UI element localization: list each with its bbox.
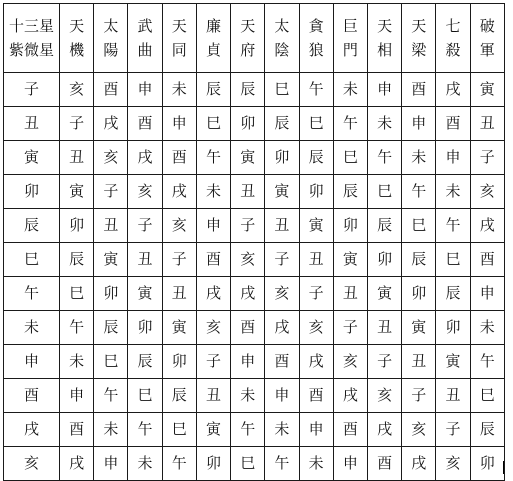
- header-cell-star: [470, 4, 504, 73]
- table-cell: 子: [402, 379, 436, 413]
- table-cell: 午: [367, 141, 401, 175]
- table-cell: 戌: [436, 73, 470, 107]
- table-cell: 戌: [196, 277, 230, 311]
- table-cell: 亥: [196, 311, 230, 345]
- header-cell-line2: 殺: [445, 41, 461, 59]
- table-cell: 申: [162, 107, 196, 141]
- header-cell-star: [265, 4, 299, 73]
- table-cell: 戌: [265, 311, 299, 345]
- table-cell: 子: [162, 243, 196, 277]
- table-cell: 子: [470, 141, 504, 175]
- table-cell: 未: [367, 107, 401, 141]
- table-body: [4, 73, 505, 481]
- table-cell: 巳: [128, 379, 162, 413]
- table-cell: 戌: [128, 141, 162, 175]
- table-cell: 午: [162, 447, 196, 481]
- table-cell: 丑: [470, 107, 504, 141]
- table-cell: 巳: [470, 379, 504, 413]
- table-cell: 辰: [196, 73, 230, 107]
- table-cell: 卯: [299, 175, 333, 209]
- table-cell: 酉: [367, 447, 401, 481]
- table-cell: 午: [60, 311, 94, 345]
- table-cell: 午: [231, 413, 265, 447]
- row-label-cell: 巳: [4, 243, 60, 277]
- table-cell: 午: [265, 447, 299, 481]
- table-cell: 酉: [299, 379, 333, 413]
- header-cell-line1: 七: [445, 17, 461, 35]
- table-cell: 未: [470, 311, 504, 345]
- table-cell: 酉: [94, 73, 128, 107]
- table-cell: 子: [436, 413, 470, 447]
- header-cell-line2: 相: [377, 41, 393, 59]
- header-cell-star: [162, 4, 196, 73]
- header-cell-line1: 太: [274, 17, 290, 35]
- table-cell: 辰: [94, 311, 128, 345]
- table-cell: 卯: [231, 107, 265, 141]
- table-cell: 酉: [128, 107, 162, 141]
- table-cell: 申: [402, 107, 436, 141]
- table-cell: 卯: [265, 141, 299, 175]
- star-position-table: [3, 3, 505, 481]
- table-cell: 丑: [128, 243, 162, 277]
- row-label-cell: 午: [4, 277, 60, 311]
- table-cell: 寅: [402, 311, 436, 345]
- table-cell: 未: [128, 447, 162, 481]
- table-row: [4, 345, 505, 379]
- table-cell: 午: [436, 209, 470, 243]
- table-cell: 酉: [231, 311, 265, 345]
- table-cell: 申: [367, 73, 401, 107]
- table-cell: 辰: [367, 209, 401, 243]
- header-cell-line1: 天: [377, 17, 393, 35]
- table-cell: 戌: [231, 277, 265, 311]
- row-label-cell: 子: [4, 73, 60, 107]
- table-cell: 戌: [299, 345, 333, 379]
- table-cell: 亥: [60, 73, 94, 107]
- table-cell: 卯: [470, 447, 504, 481]
- table-cell: 午: [299, 73, 333, 107]
- table-cell: 酉: [333, 413, 367, 447]
- table-cell: 寅: [367, 277, 401, 311]
- header-cell-line2: 陰: [274, 41, 290, 59]
- table-cell: 午: [333, 107, 367, 141]
- table-cell: 未: [299, 447, 333, 481]
- table-cell: 子: [367, 345, 401, 379]
- header-cell-star: [94, 4, 128, 73]
- table-cell: 寅: [94, 243, 128, 277]
- table-cell: 巳: [299, 107, 333, 141]
- star-position-table-frame: [3, 3, 505, 473]
- table-cell: 戌: [333, 379, 367, 413]
- table-cell: 辰: [436, 277, 470, 311]
- table-row: [4, 209, 505, 243]
- row-label-cell: 卯: [4, 175, 60, 209]
- header-cell-line1: 貪: [308, 17, 324, 35]
- table-cell: 申: [128, 73, 162, 107]
- header-cell-line2: 府: [240, 41, 256, 59]
- table-cell: 酉: [60, 413, 94, 447]
- table-cell: 酉: [436, 107, 470, 141]
- table-cell: 巳: [402, 209, 436, 243]
- table-cell: 申: [470, 277, 504, 311]
- table-cell: 戌: [367, 413, 401, 447]
- table-cell: 丑: [367, 311, 401, 345]
- table-cell: 丑: [265, 209, 299, 243]
- header-cell-star: [299, 4, 333, 73]
- table-cell: 子: [60, 107, 94, 141]
- header-cell-star: [60, 4, 94, 73]
- table-cell: 戌: [470, 209, 504, 243]
- table-cell: 亥: [94, 141, 128, 175]
- table-row: [4, 447, 505, 481]
- table-cell: 辰: [128, 345, 162, 379]
- table-row: [4, 277, 505, 311]
- table-cell: 辰: [333, 175, 367, 209]
- table-cell: 巳: [436, 243, 470, 277]
- header-cell-star: [333, 4, 367, 73]
- header-cell-line1: 天: [411, 17, 427, 35]
- header-cell-line1: 天: [240, 17, 256, 35]
- table-cell: 戌: [94, 107, 128, 141]
- table-cell: 寅: [265, 175, 299, 209]
- table-cell: 子: [196, 345, 230, 379]
- header-cell-line1: 廉: [205, 17, 221, 35]
- table-cell: 辰: [299, 141, 333, 175]
- table-cell: 午: [402, 175, 436, 209]
- table-cell: 未: [333, 73, 367, 107]
- header-cell-line1: 武: [137, 17, 153, 35]
- table-row: [4, 141, 505, 175]
- header-cell-star: [231, 4, 265, 73]
- header-cell-line2: 梁: [411, 41, 427, 59]
- header-cell-line2: 同: [171, 41, 187, 59]
- table-cell: 丑: [196, 379, 230, 413]
- table-cell: 丑: [162, 277, 196, 311]
- table-cell: 辰: [470, 413, 504, 447]
- table-cell: 午: [470, 345, 504, 379]
- header-cell-line2: 曲: [137, 41, 153, 59]
- table-cell: 酉: [265, 345, 299, 379]
- table-cell: 寅: [231, 141, 265, 175]
- table-cell: 丑: [333, 277, 367, 311]
- table-cell: 巳: [162, 413, 196, 447]
- table-cell: 戌: [162, 175, 196, 209]
- header-cell-star: [196, 4, 230, 73]
- table-cell: 亥: [470, 175, 504, 209]
- table-cell: 辰: [231, 73, 265, 107]
- table-cell: 亥: [265, 277, 299, 311]
- table-cell: 寅: [60, 175, 94, 209]
- table-cell: 戌: [402, 447, 436, 481]
- table-cell: 寅: [299, 209, 333, 243]
- table-cell: 卯: [367, 243, 401, 277]
- table-cell: 酉: [196, 243, 230, 277]
- header-cell-star: [367, 4, 401, 73]
- table-cell: 丑: [299, 243, 333, 277]
- table-cell: 丑: [60, 141, 94, 175]
- header-cell-line1: 巨: [342, 17, 358, 35]
- table-cell: 酉: [402, 73, 436, 107]
- table-cell: 亥: [162, 209, 196, 243]
- table-cell: 巳: [196, 107, 230, 141]
- table-row: [4, 243, 505, 277]
- table-cell: 辰: [402, 243, 436, 277]
- table-cell: 子: [231, 209, 265, 243]
- table-cell: 寅: [196, 413, 230, 447]
- table-cell: 申: [299, 413, 333, 447]
- table-cell: 寅: [162, 311, 196, 345]
- table-cell: 寅: [436, 345, 470, 379]
- header-cell-line2: 陽: [103, 41, 119, 59]
- table-cell: 寅: [333, 243, 367, 277]
- table-cell: 子: [128, 209, 162, 243]
- header-cell-line1: 十三星: [8, 17, 54, 35]
- header-cell-star: [128, 4, 162, 73]
- row-label-cell: 戌: [4, 413, 60, 447]
- table-cell: 酉: [470, 243, 504, 277]
- header-cell-line1: 天: [69, 17, 85, 35]
- table-cell: 卯: [60, 209, 94, 243]
- table-cell: 丑: [231, 175, 265, 209]
- table-cell: 亥: [333, 345, 367, 379]
- row-label-cell: 亥: [4, 447, 60, 481]
- table-cell: 亥: [299, 311, 333, 345]
- table-cell: 亥: [231, 243, 265, 277]
- header-cell-line2: 狼: [308, 41, 324, 59]
- table-cell: 申: [196, 209, 230, 243]
- table-cell: 寅: [470, 73, 504, 107]
- table-cell: 申: [333, 447, 367, 481]
- table-cell: 未: [436, 175, 470, 209]
- table-row: [4, 73, 505, 107]
- table-cell: 巳: [367, 175, 401, 209]
- table-cell: 午: [196, 141, 230, 175]
- header-cell-line2: 軍: [479, 41, 495, 59]
- row-label-cell: 辰: [4, 209, 60, 243]
- header-cell-line2: 貞: [205, 41, 221, 59]
- table-cell: 亥: [367, 379, 401, 413]
- table-cell: 卯: [128, 311, 162, 345]
- table-cell: 寅: [128, 277, 162, 311]
- table-cell: 子: [333, 311, 367, 345]
- row-label-cell: 丑: [4, 107, 60, 141]
- table-cell: 子: [265, 243, 299, 277]
- table-cell: 丑: [436, 379, 470, 413]
- table-cell: 卯: [196, 447, 230, 481]
- table-cell: 未: [402, 141, 436, 175]
- table-cell: 辰: [162, 379, 196, 413]
- table-cell: 未: [265, 413, 299, 447]
- header-cell-line1: 天: [171, 17, 187, 35]
- table-cell: 卯: [436, 311, 470, 345]
- table-cell: 酉: [162, 141, 196, 175]
- table-cell: 未: [94, 413, 128, 447]
- table-row: [4, 175, 505, 209]
- table-cell: 丑: [402, 345, 436, 379]
- row-label-cell: 酉: [4, 379, 60, 413]
- table-cell: 申: [94, 447, 128, 481]
- table-cell: 辰: [60, 243, 94, 277]
- table-cell: 申: [265, 379, 299, 413]
- table-cell: 卯: [94, 277, 128, 311]
- table-cell: 巳: [265, 73, 299, 107]
- table-cell: 未: [231, 379, 265, 413]
- table-cell: 辰: [265, 107, 299, 141]
- header-cell-line2: 機: [69, 41, 85, 59]
- header-cell-star: [402, 4, 436, 73]
- table-cell: 子: [94, 175, 128, 209]
- table-cell: 巳: [94, 345, 128, 379]
- row-label-cell: 未: [4, 311, 60, 345]
- table-cell: 亥: [128, 175, 162, 209]
- table-cell: 卯: [333, 209, 367, 243]
- table-cell: 亥: [402, 413, 436, 447]
- header-cell-line2: 門: [342, 41, 358, 59]
- table-cell: 申: [60, 379, 94, 413]
- row-label-cell: 申: [4, 345, 60, 379]
- row-label-cell: 寅: [4, 141, 60, 175]
- table-cell: 未: [60, 345, 94, 379]
- table-row: [4, 379, 505, 413]
- header-cell-line2: 紫微星: [8, 41, 54, 59]
- table-cell: 巳: [231, 447, 265, 481]
- header-cell-star: [436, 4, 470, 73]
- table-cell: 子: [299, 277, 333, 311]
- table-row: [4, 311, 505, 345]
- table-cell: 申: [231, 345, 265, 379]
- table-cell: 午: [94, 379, 128, 413]
- header-cell-line1: 太: [103, 17, 119, 35]
- text-cursor: [503, 461, 504, 474]
- table-cell: 戌: [60, 447, 94, 481]
- table-row: [4, 107, 505, 141]
- table-cell: 巳: [333, 141, 367, 175]
- table-cell: 卯: [402, 277, 436, 311]
- table-cell: 巳: [60, 277, 94, 311]
- header-row: [4, 4, 505, 73]
- table-cell: 亥: [436, 447, 470, 481]
- table-cell: 未: [162, 73, 196, 107]
- header-cell-line1: 破: [479, 17, 495, 35]
- header-cell-corner: [4, 4, 60, 73]
- table-cell: 午: [128, 413, 162, 447]
- table-row: [4, 413, 505, 447]
- table-cell: 卯: [162, 345, 196, 379]
- table-cell: 申: [436, 141, 470, 175]
- table-cell: 丑: [94, 209, 128, 243]
- table-cell: 未: [196, 175, 230, 209]
